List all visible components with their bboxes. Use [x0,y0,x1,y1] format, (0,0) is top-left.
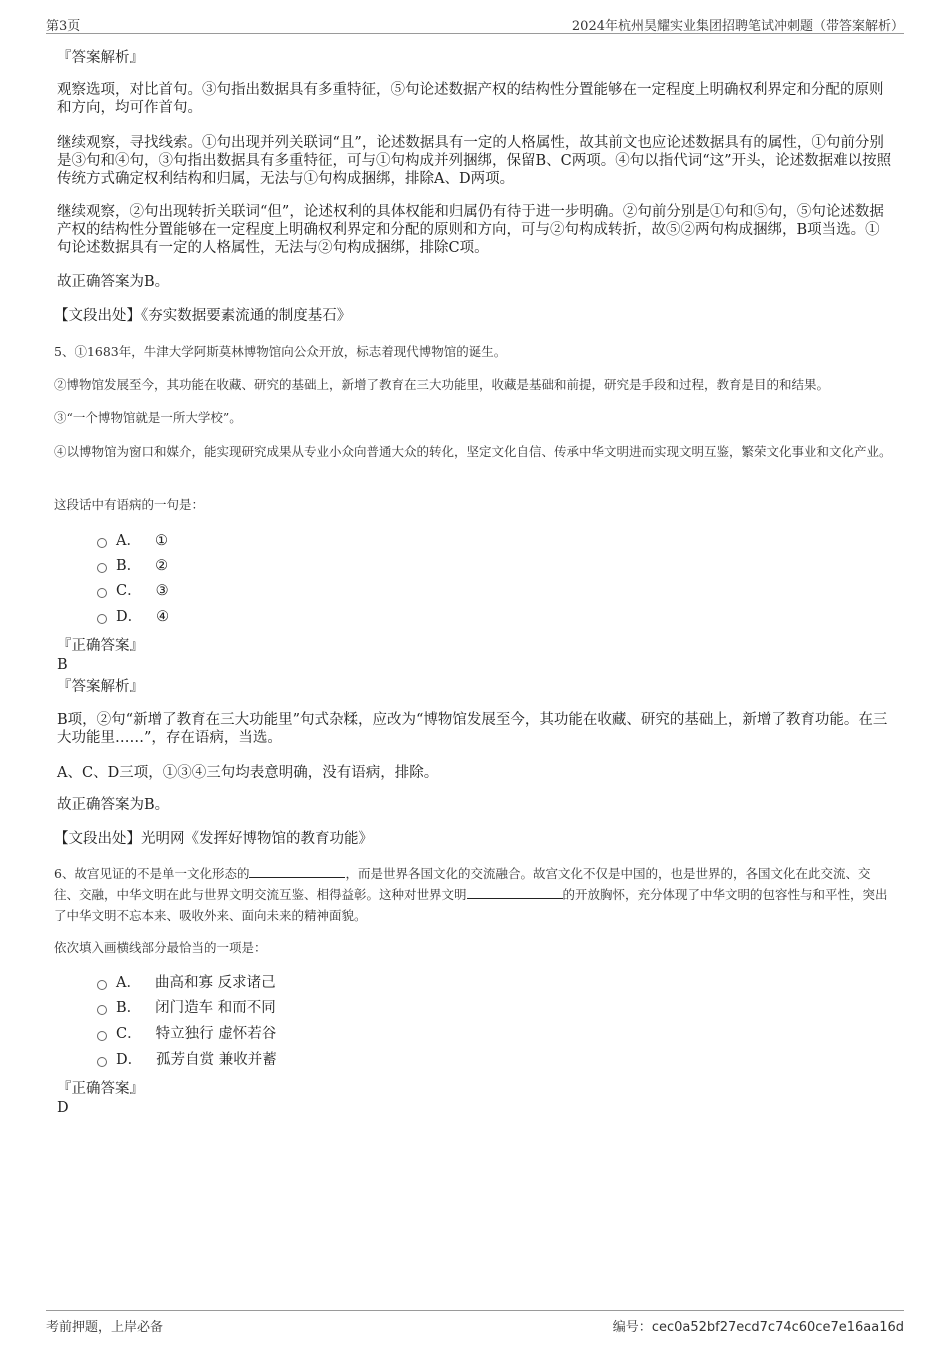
question-6-stem [54,863,894,926]
option-letter: A． [116,975,141,991]
analysis-conclusion: 故正确答案为B。 [57,274,170,290]
option-text: 曲高和寡 反求诸己 [154,975,276,991]
option-text: ① [154,533,168,549]
source-citation: 【文段出处】光明网《发挥好博物馆的教育功能》 [54,831,373,847]
correct-answer: B [57,657,68,673]
source-citation: 【文段出处】《夯实数据要素流通的制度基石》 [54,308,352,324]
option-text: 孤芳自赏 兼收并蓄 [156,1052,277,1068]
q5-option-c[interactable] [97,582,169,600]
option-text: 闭门造车 和而不同 [155,1000,276,1016]
question-5-line: 5、①1683年，牛津大学阿斯莫林博物馆向公众开放，标志着现代博物馆的诞生。 [54,344,507,359]
correct-answer-label: 『正确答案』 [57,638,144,654]
question-6-prompt: 依次填入画横线部分最恰当的一项是： [54,940,267,955]
analysis-label: 『答案解析』 [57,50,144,66]
option-text: ② [155,558,169,574]
question-5-prompt: 这段话中有语病的一句是： [54,497,205,512]
radio-icon[interactable] [97,980,107,990]
radio-icon[interactable] [97,1057,107,1067]
radio-icon[interactable] [97,1031,107,1041]
option-letter: D． [116,609,143,625]
analysis-paragraph: 继续观察，寻找线索。①句出现并列关联词“且”，论述数据具有一定的人格属性，故其前文也应论述数据具有的属性，①句前分别是③句和④句，③句指出数据具有多重特征，可与①句构成并列捆绑，保留B、C两项。④句以指代词“这”开头，论述数据难以按照传统方式确定权利结构和归属，无法与①句构成捆绑，排除A、D两项。 [57,135,892,187]
option-letter: C． [116,1026,142,1042]
analysis-paragraph: B项，②句“新增了教育在三大功能里”句式杂糅，应改为“博物馆发展至今，其功能在收藏、研究的基础上，新增了教育功能。在三大功能里……”，存在语病，当选。 [57,712,888,746]
option-text: 特立独行 虚怀若谷 [155,1026,277,1042]
page-footer [46,1310,904,1335]
q6-option-c[interactable] [97,1025,276,1043]
stem-part: 6、故宫见证的不是单一文化形态的 [54,866,250,881]
option-text: ④ [156,609,170,625]
fill-blank-1 [249,865,345,878]
question-5-line: ②博物馆发展至今，其功能在收藏、研究的基础上，新增了教育在三大功能里，收藏是基础和前提，研究是手段和过程，教育是目的和结果。 [54,377,830,392]
fill-blank-2 [467,886,563,899]
option-letter: D． [116,1052,143,1068]
document-title: 2024年杭州昊耀实业集团招聘笔试冲刺题（带答案解析） [571,19,904,34]
option-letter: B． [116,1000,142,1016]
option-letter: A． [116,533,141,549]
q6-option-a[interactable] [97,974,276,992]
analysis-conclusion: 故正确答案为B。 [57,797,170,813]
footer-slogan: 考前押题，上岸必备 [46,1320,164,1335]
q5-option-d[interactable] [97,608,169,626]
stem-part: 的开放胸怀，充分体现了中华文明的包容性与和平性，突出了中华文明不忘本来、吸收外来、面向未来的精神面貌。 [54,887,888,923]
analysis-paragraph: 继续观察，②句出现转折关联词“但”，论述权利的具体权能和归属仍有待于进一步明确。②句前分别是①句和⑤句，⑤句论述数据产权的结构性分置能够在一定程度上明确权利界定和分配的原则和方向，可与②句构成转折，故⑤②两句构成捆绑，B项当选。①句论述数据具有一定的人格属性，无法与②句构成捆绑，排除C项。 [57,204,884,256]
q5-option-a[interactable] [97,532,168,550]
stem-part: ，而是世界各国文化的交流融合。故宫文化不仅是中国的，也是世界的，各国文化在此交流、交往、交融，中华文明在此与世界文明交流互鉴、相得益彰。这种对世界文明 [54,866,871,902]
question-5-line: ③“一个博物馆就是一所大学校”。 [54,410,242,425]
analysis-paragraph: 观察选项，对比首句。③句指出数据具有多重特征，⑤句论述数据产权的结构性分置能够在一定程度上明确权利界定和分配的原则和方向，均可作首句。 [57,82,884,116]
option-letter: C． [116,583,142,599]
q5-option-b[interactable] [97,557,168,575]
analysis-label: 『答案解析』 [57,679,144,695]
radio-icon[interactable] [97,1005,107,1015]
document-code [613,1316,904,1335]
option-letter: B． [116,558,142,574]
q6-option-d[interactable] [97,1051,277,1069]
question-5-line: ④以博物馆为窗口和媒介，能实现研究成果从专业小众向普通大众的转化，坚定文化自信、传承中华文明进而实现文明互鉴，繁荣文化事业和文化产业。 [54,444,892,459]
page-header [46,13,904,34]
correct-answer-label: 『正确答案』 [57,1081,144,1097]
radio-icon[interactable] [97,614,107,624]
page-number: 第3页 [46,19,81,34]
correct-answer: D [57,1100,69,1116]
code-value: cec0a52bf27ecd7c74c60ce7e16aa16d [651,1320,904,1335]
radio-icon[interactable] [97,563,107,573]
option-text: ③ [155,583,169,599]
radio-icon[interactable] [97,588,107,598]
q6-option-b[interactable] [97,999,276,1017]
radio-icon[interactable] [97,538,107,548]
code-label: 编号： [612,1320,652,1335]
analysis-paragraph: A、C、D三项，①③④三句均表意明确，没有语病，排除。 [57,765,439,781]
